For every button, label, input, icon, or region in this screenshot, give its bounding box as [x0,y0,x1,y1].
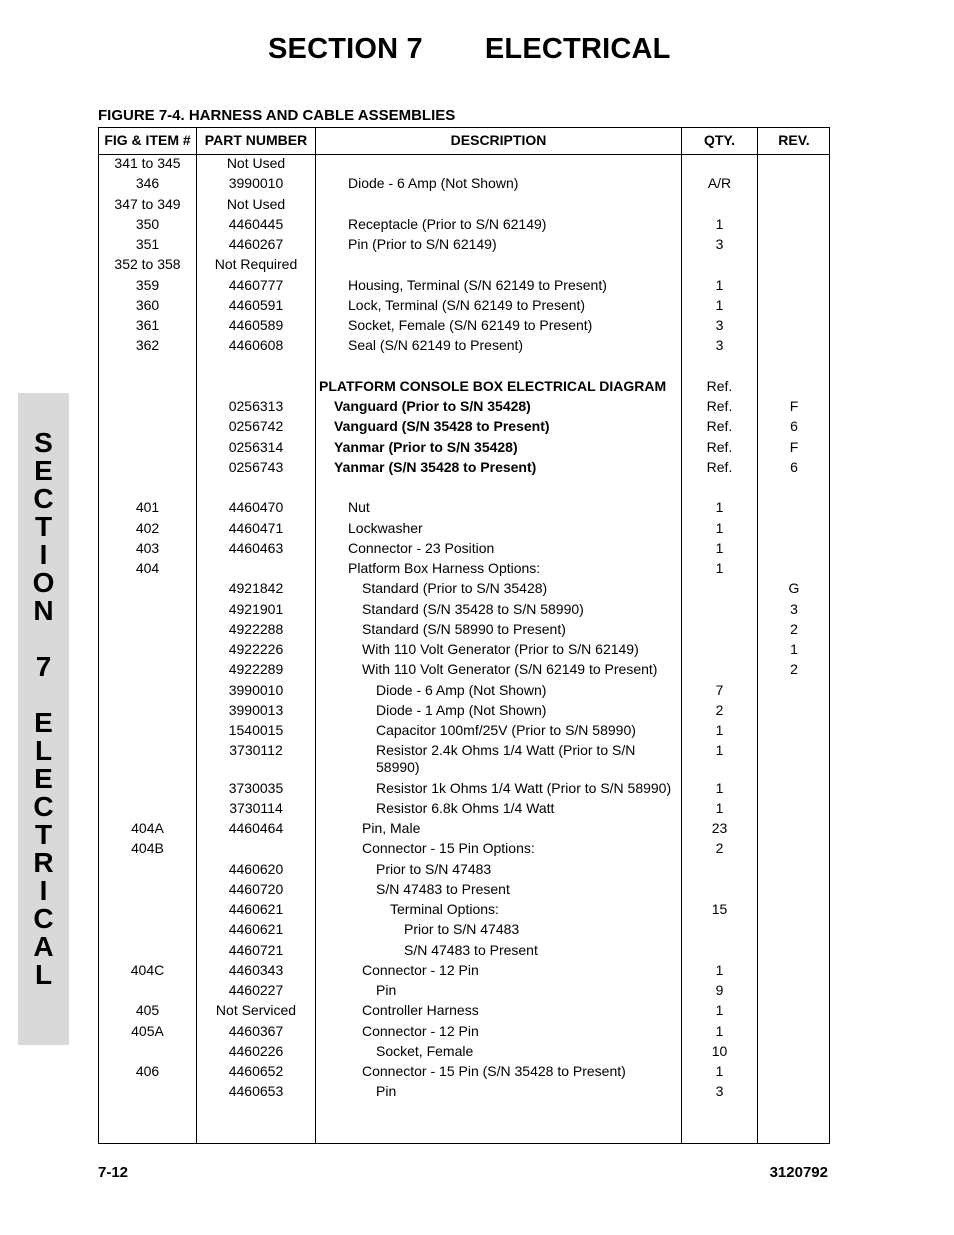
side-tab-letter: E [34,763,53,794]
part-number-cell: 0256743 [228,458,284,475]
qty-cell: 7 [715,681,724,698]
qty-cell: 10 [711,1042,728,1059]
fig-item-cell: 405 [135,1002,160,1019]
column-header-fig-item: FIG & ITEM # [104,132,191,148]
column-header-description: DESCRIPTION [450,132,547,148]
fig-item-cell: 360 [135,296,160,313]
qty-cell: 1 [715,560,724,576]
description-cell: Prior to S/N 47483 [376,860,492,877]
qty-cell: 2 [715,840,724,857]
rev-cell: 2 [790,661,798,678]
part-number-cell: 4460343 [228,961,284,978]
fig-item-cell: 405A [131,1022,164,1039]
fig-item-cell: 404A [131,820,164,836]
description-cell: Diode - 6 Amp (Not Shown) [348,175,519,192]
description-cell: Diode - 1 Amp (Not Shown) [376,701,547,718]
description-cell: Resistor 2.4k Ohms 1/4 Watt (Prior to S/N 58990) [376,742,636,776]
part-number-cell: 3990010 [228,681,284,698]
page-number: 7-12 [98,1164,129,1181]
qty-cell: 2 [715,701,724,718]
fig-item-cell: 362 [135,337,160,354]
qty-cell: 23 [711,820,728,836]
rev-cell: 2 [790,620,798,637]
side-tab-letter: T [34,819,53,850]
rev-cell: 1 [790,641,798,657]
part-number-cell: 0256313 [228,398,284,414]
qty-cell: Ref. [706,398,733,414]
part-number-cell: 4922289 [228,661,284,678]
part-number-cell: Not Used [226,195,286,212]
description-cell: Vanguard (S/N 35428 to Present) [334,418,550,435]
fig-item-cell: 404B [131,840,164,857]
part-number-cell: 4460620 [228,860,284,877]
column-header-part-number: PART NUMBER [204,132,308,148]
side-tab-letter: C [33,903,54,934]
part-number-cell: Not Used [226,155,286,171]
qty-cell: 1 [715,961,724,978]
section-number: SECTION 7 [268,33,423,65]
fig-item-cell: 341 to 345 [114,155,181,171]
part-number-cell: 3730114 [229,799,283,816]
part-number-cell: 3990013 [228,701,284,718]
part-number-cell: 4922288 [228,620,284,637]
part-number-cell: 4460463 [228,539,284,556]
section-title [268,33,671,66]
part-number-cell: 4460227 [228,982,284,998]
part-number-cell: 0256742 [228,418,284,435]
qty-cell: 1 [715,1022,724,1039]
qty-cell: 1 [715,296,724,313]
description-cell: Pin [376,1083,397,1100]
side-tab-letter: L [34,735,53,766]
part-number-cell: 4460226 [228,1042,284,1059]
column-header-qty: QTY. [703,132,736,148]
part-number-cell: 4460471 [228,519,284,536]
description-cell: Socket, Female (S/N 62149 to Present) [348,317,593,333]
column-header-rev: REV. [778,132,810,148]
description-cell: With 110 Volt Generator (Prior to S/N 62149) [362,641,639,657]
rev-cell: 6 [790,458,798,475]
description-cell: Pin (Prior to S/N 62149) [348,236,497,252]
side-tab-letter: I [39,539,48,570]
part-number-cell: 4460589 [228,317,284,333]
fig-item-cell: 346 [135,175,160,192]
side-tab-letter: 7 [35,651,52,682]
qty-cell: Ref. [706,377,733,394]
qty-cell: Ref. [706,418,733,435]
qty-cell: 1 [715,499,724,516]
description-cell: Standard (Prior to S/N 35428) [362,580,548,597]
section-name: ELECTRICAL [484,33,671,65]
part-number-cell: 4460267 [228,236,284,252]
qty-cell: 1 [715,215,724,232]
description-cell: Pin, Male [362,820,421,836]
description-cell: Platform Box Harness Options: [348,560,541,576]
parts-table [98,127,830,1144]
qty-cell: 1 [715,779,724,796]
qty-cell: Ref. [706,438,733,455]
fig-item-cell: 402 [135,519,160,536]
part-number-cell: 4460720 [228,880,284,897]
part-number-cell: 4460721 [228,941,284,958]
fig-item-cell: 359 [135,276,160,293]
fig-item-cell: 350 [135,215,160,232]
description-cell: Terminal Options: [390,901,499,917]
qty-cell: 1 [715,799,724,816]
description-cell: Connector - 12 Pin [362,961,479,978]
part-number-cell: 4460608 [228,337,284,354]
description-cell: Lock, Terminal (S/N 62149 to Present) [348,296,586,313]
document-number: 3120792 [769,1164,828,1181]
fig-item-cell: 404 [135,560,160,576]
fig-item-cell: 403 [135,539,160,556]
fig-item-cell: 347 to 349 [114,195,181,212]
fig-item-cell: 351 [135,236,160,252]
part-number-cell: 4460464 [228,820,284,836]
side-tab-letter: T [34,511,53,542]
rev-cell: G [788,580,800,597]
qty-cell: 3 [715,317,724,333]
rev-cell: 6 [790,418,798,435]
qty-cell: 1 [715,1002,724,1019]
part-number-cell: 4460652 [228,1063,284,1079]
side-tab-letter: R [33,847,54,878]
part-number-cell: 4460367 [228,1022,284,1039]
description-cell: Prior to S/N 47483 [404,921,520,938]
description-cell: Connector - 15 Pin (S/N 35428 to Present) [362,1063,626,1079]
description-cell: Seal (S/N 62149 to Present) [348,337,524,354]
qty-cell: 1 [715,276,724,293]
rev-cell: F [789,438,799,455]
fig-item-cell: 401 [135,499,160,516]
part-number-cell: 3730112 [229,742,283,759]
part-number-cell: 0256314 [228,438,284,455]
side-tab-letter: C [33,483,54,514]
part-number-cell: Not Required [214,256,298,273]
description-cell: Connector - 15 Pin Options: [362,840,535,857]
part-number-cell: 4921842 [228,580,284,597]
description-cell: Receptacle (Prior to S/N 62149) [348,215,547,232]
side-tab-letter: E [34,455,53,486]
description-cell: Controller Harness [362,1002,479,1019]
side-tab-letter: A [33,931,54,962]
figure-title: FIGURE 7-4. HARNESS AND CABLE ASSEMBLIES [98,107,456,124]
part-number-cell: 4460621 [228,921,284,938]
description-cell: PLATFORM CONSOLE BOX ELECTRICAL DIAGRAM [319,377,667,394]
fig-item-cell: 404C [130,961,165,978]
rev-cell: 3 [790,600,798,617]
fig-item-cell: 361 [135,317,160,333]
description-cell: Connector - 23 Position [348,539,495,556]
part-number-cell: Not Serviced [215,1002,297,1019]
description-cell: Connector - 12 Pin [362,1022,479,1039]
description-cell: Standard (S/N 58990 to Present) [362,620,566,637]
side-tab-letter: N [33,595,54,626]
description-cell: Yanmar (Prior to S/N 35428) [334,438,518,455]
qty-cell: A/R [707,175,732,192]
qty-cell: Ref. [706,458,733,475]
section-side-tab [18,393,69,1045]
description-cell: Diode - 6 Amp (Not Shown) [376,681,547,698]
part-number-cell: 4922226 [228,641,284,657]
side-tab-letter: E [34,707,53,738]
description-cell: S/N 47483 to Present [404,941,538,958]
qty-cell: 1 [715,519,724,536]
side-tab-letter: I [39,875,48,906]
part-number-cell: 4921901 [228,600,284,617]
qty-cell: 1 [715,742,724,759]
column-divider [315,128,316,1143]
qty-cell: 3 [715,236,724,252]
part-number-cell: 4460591 [228,296,284,313]
description-cell: S/N 47483 to Present [376,880,510,897]
fig-item-cell: 352 to 358 [114,256,181,273]
part-number-cell: 3990010 [228,175,284,192]
part-number-cell: 4460653 [228,1083,284,1100]
description-cell: Yanmar (S/N 35428 to Present) [334,458,537,475]
description-cell: Resistor 1k Ohms 1/4 Watt (Prior to S/N 58990) [376,779,672,796]
description-cell: Pin [376,982,397,998]
part-number-cell: 4460445 [228,215,284,232]
qty-cell: 3 [715,1083,724,1100]
qty-cell: 1 [715,539,724,556]
qty-cell: 15 [711,901,728,917]
rev-cell: F [789,398,799,414]
side-tab-letter: L [34,959,53,990]
part-number-cell: 4460470 [228,499,284,516]
part-number-cell: 4460777 [228,276,284,293]
side-tab-letter: C [33,791,54,822]
fig-item-cell: 406 [135,1063,160,1079]
part-number-cell: 1540015 [228,722,284,738]
description-cell: Resistor 6.8k Ohms 1/4 Watt [376,799,555,816]
description-cell: Socket, Female [376,1042,474,1059]
qty-cell: 1 [715,1063,724,1079]
side-tab-letter: S [34,427,53,458]
description-cell: Standard (S/N 35428 to S/N 58990) [362,600,584,617]
side-tab-letter: O [32,567,55,598]
description-cell: Nut [348,499,370,516]
part-number-cell: 3730035 [228,779,284,796]
description-cell: Housing, Terminal (S/N 62149 to Present) [348,276,607,293]
qty-cell: 3 [715,337,724,354]
description-cell: Capacitor 100mf/25V (Prior to S/N 58990) [376,722,636,738]
description-cell: With 110 Volt Generator (S/N 62149 to Present) [362,661,658,678]
qty-cell: 9 [715,982,724,998]
qty-cell: 1 [715,722,724,738]
description-cell: Lockwasher [348,519,423,536]
part-number-cell: 4460621 [228,901,284,917]
description-cell: Vanguard (Prior to S/N 35428) [334,398,531,414]
